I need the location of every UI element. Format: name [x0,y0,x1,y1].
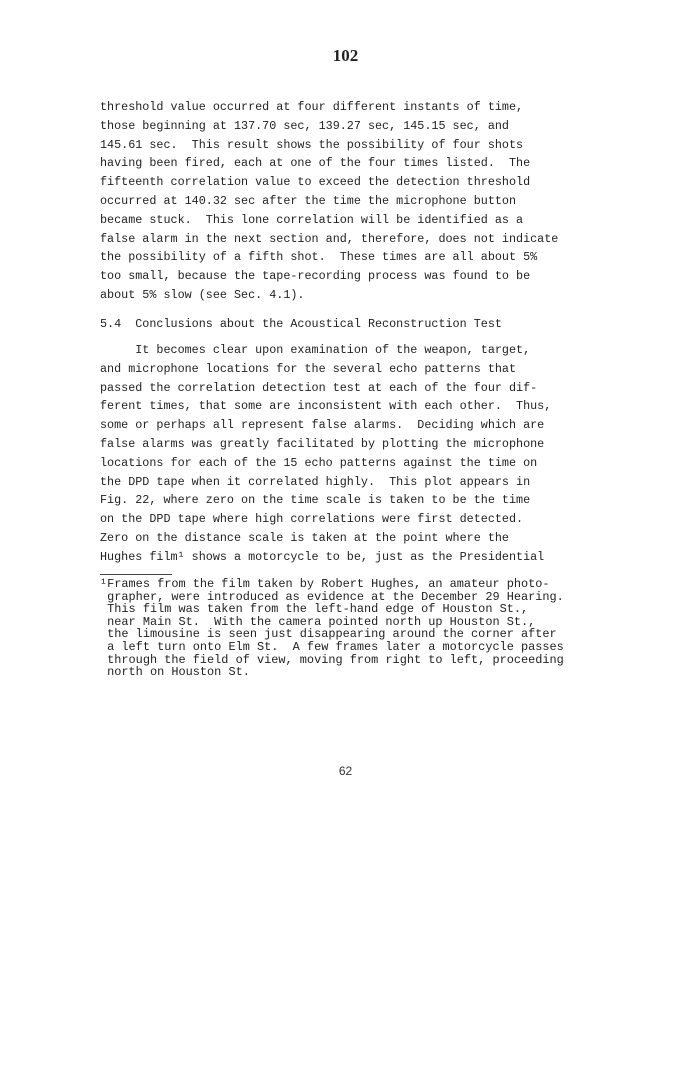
footnote-divider [100,574,172,575]
text-line: false alarms was greatly facilitated by plotting the microphone [100,436,545,451]
text-line: too small, because the tape-recording process was found to be [100,269,531,284]
text-line: having been fired, each at one of the four times listed. The [100,156,531,171]
text-line: Fig. 22, where zero on the time scale is taken to be the time [100,493,531,508]
footnote-line: This film was taken from the left-hand edge of Houston St., [100,602,529,617]
text-line: ferent times, that some are inconsistent with each other. Thus, [100,399,552,414]
section-heading: 5.4 Conclusions about the Acoustical Reconstruction Test [100,317,502,331]
text-line: false alarm in the next section and, therefore, does not indicate [100,231,559,246]
footnote-line: ¹Frames from the film taken by Robert Hughes, an amateur photo- [100,577,550,591]
text-line: those beginning at 137.70 sec, 139.27 sec, 145.15 sec, and [100,118,509,133]
text-line: the DPD tape when it correlated highly. This plot appears in [100,474,531,489]
text-line: locations for each of the 15 echo patterns against the time on [100,455,538,470]
text-line: threshold value occurred at four different instants of time, [100,100,524,114]
paragraph-2 [100,341,551,567]
text-line: Hughes film¹ shows a motorcycle to be, just as the Presidential [100,549,545,564]
text-line: occurred at 140.32 sec after the time the microphone button [100,193,517,208]
page-number-top: 102 [332,46,359,65]
footnote-line: near Main St. With the camera pointed north up Houston St., [100,614,536,629]
text-line: on the DPD tape where high correlations were first detected. [100,512,524,527]
footnote-line: through the field of view, moving from right to left, proceeding [100,652,564,667]
footnote-line: a left turn onto Elm St. A few frames later a motorcycle passes [100,639,564,654]
text-line: and microphone locations for the several echo patterns that [100,361,517,376]
text-line: Zero on the distance scale is taken at the point where the [100,530,509,545]
text-line: the possibility of a fifth shot. These times are all about 5% [100,250,538,265]
footnote [100,578,564,679]
page-number-bottom: 62 [338,764,353,778]
footnote-line: the limousine is seen just disappearing around the corner after [100,627,557,642]
text-line: 145.61 sec. This result shows the possibility of four shots [100,137,524,152]
text-line: about 5% slow (see Sec. 4.1). [100,287,305,302]
text-line: became stuck. This lone correlation will be identified as a [100,212,524,227]
footnote-line: grapher, were introduced as evidence at the December 29 Hearing. [100,589,564,604]
text-line: some or perhaps all represent false alarms. Deciding which are [100,418,545,433]
text-line: passed the correlation detection test at each of the four dif- [100,380,538,395]
text-line: It becomes clear upon examination of the weapon, target, [100,343,531,357]
footnote-line: north on Houston St. [100,665,250,680]
text-line: fifteenth correlation value to exceed the detection threshold [100,175,531,190]
paragraph-1 [100,98,558,305]
